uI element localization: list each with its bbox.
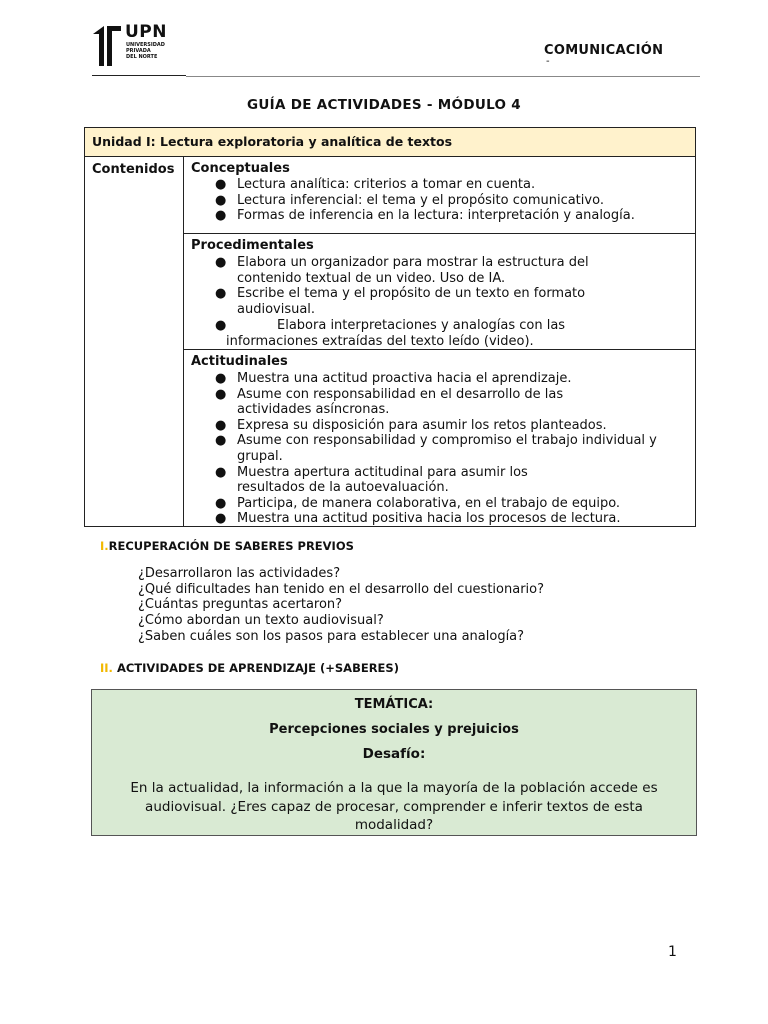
logo-sub-line: PRIVADA [126,48,151,54]
row-label: Contenidos [92,162,175,177]
list-item [215,433,697,464]
unit-title: Unidad I: Lectura exploratoria y analítica de textos [92,134,453,149]
list-item [215,255,635,286]
bullet-icon: ● [215,371,227,386]
list-item [215,511,697,527]
procedimentales-list [215,255,635,317]
list-item [215,465,579,496]
page-number: 1 [668,944,677,960]
bullet-icon: ● [215,286,227,302]
course-suffix: - [546,56,550,67]
upn-logo [90,24,170,68]
course-name: COMUNICACIÓN [544,43,664,58]
bullet-icon: ● [215,318,227,333]
list-item [215,286,635,317]
section-title: RECUPERACIÓN DE SABERES PREVIOS [108,539,354,553]
unit-header-row [85,128,695,157]
list-item-text: Muestra una actitud proactiva hacia el aprendizaje. [237,371,572,386]
list-item-text: Elabora interpretaciones y analogías con las [277,318,566,333]
logo-sub-line: UNIVERSIDAD [126,42,165,48]
list-item [215,193,685,209]
list-item-continuation: informaciones extraídas del texto leído (video). [226,334,534,349]
bullet-icon: ● [215,433,227,449]
section-title: ACTIVIDADES DE APRENDIZAJE (+SABERES) [116,661,399,675]
topic-box [91,689,697,836]
bullet-icon: ● [215,386,227,402]
logo-subtitle [126,42,165,60]
section-heading [100,539,354,553]
challenge-text: En la actualidad, la información a la que la mayoría de la población accede es audiovisual. ¿Eres capaz de procesar, comprender e inferir textos de esta modalidad? [130,780,658,833]
challenge-label: Desafío: [362,746,426,762]
question-item: ¿Saben cuáles son los pasos para establecer una analogía? [138,628,525,644]
list-item-text: Muestra apertura actitudinal para asumir los resultados de la autoevaluación. [237,464,528,496]
list-item-text: Asume con responsabilidad y compromiso el trabajo individual y grupal. [237,433,657,464]
question-list [138,566,544,645]
bullet-icon: ● [215,417,227,433]
row-divider [184,233,695,234]
upn-logo-icon [90,24,124,66]
topic-subject: Percepciones sociales y prejuicios [269,722,519,737]
conceptuales-title: Conceptuales [191,161,290,176]
list-item-text: Expresa su disposición para asumir los retos planteados. [237,417,607,433]
conceptuales-list [215,177,685,224]
bullet-icon: ● [215,495,227,511]
bullet-icon: ● [215,255,227,270]
header-rule [186,76,700,77]
bullet-icon: ● [215,208,227,224]
bullet-icon: ● [215,177,227,192]
logo-name: UPN [125,22,167,42]
procedimentales-title: Procedimentales [191,238,314,253]
list-item [215,418,697,434]
list-item [215,496,697,512]
list-item-text: Formas de inferencia en la lectura: interpretación y analogía. [237,208,635,224]
row-divider [184,349,695,350]
bullet-icon: ● [215,192,227,208]
actitudinales-list [215,371,697,527]
list-item [215,208,685,224]
column-divider [183,157,184,527]
list-item-text: Escribe el tema y el propósito de un texto en formato audiovisual. [237,286,586,317]
section-numeral: I. [100,539,109,553]
list-item-text: Lectura analítica: criterios a tomar en cuenta. [237,177,536,192]
section-numeral: II. [100,661,113,675]
list-item-text: Lectura inferencial: el tema y el propósito comunicativo. [237,192,604,208]
list-item [215,177,685,193]
topic-label: TEMÁTICA: [354,697,434,712]
list-item-text: Muestra una actitud positiva hacia los procesos de lectura. [237,511,621,527]
bullet-icon: ● [215,511,227,527]
list-item-text: Elabora un organizador para mostrar la estructura del contenido textual de un video. Uso de IA. [237,255,589,286]
logo-sub-line: DEL NORTE [126,54,158,60]
page-title: GUÍA DE ACTIVIDADES - MÓDULO 4 [247,97,521,113]
question-item: ¿Desarrollaron las actividades? [138,566,341,581]
section-heading [100,661,399,675]
actitudinales-title: Actitudinales [191,354,288,369]
bullet-icon: ● [215,464,227,480]
list-item [215,371,697,387]
list-item [215,387,597,418]
question-item: ¿Cuántas preguntas acertaron? [138,597,343,613]
question-item: ¿Cómo abordan un texto audiovisual? [138,613,384,629]
header-rule [92,75,186,76]
list-item-text: Asume con responsabilidad en el desarrollo de las actividades asíncronas. [237,386,564,418]
list-item [215,318,566,334]
content-table [84,127,696,527]
list-item-text: Participa, de manera colaborativa, en el trabajo de equipo. [237,495,621,511]
question-item: ¿Qué dificultades han tenido en el desarrollo del cuestionario? [138,581,545,597]
